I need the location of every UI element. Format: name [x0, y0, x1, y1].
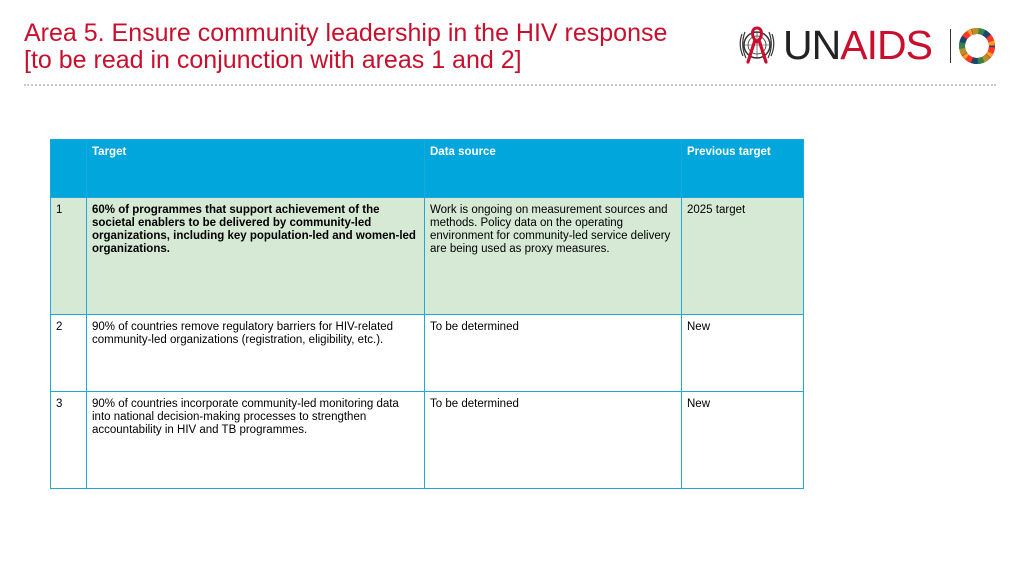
slide-title-line-1: Area 5. Ensure community leadership in the HIV response	[24, 19, 668, 47]
table-header-row	[51, 140, 804, 198]
table-row	[51, 198, 804, 315]
row-previous-target: New	[682, 392, 804, 489]
targets-table	[50, 139, 804, 489]
brand-aids: AIDS	[840, 22, 932, 68]
row-data-source: To be determined	[425, 392, 682, 489]
row-target: 90% of countries remove regulatory barriers for HIV-related community-led organizations (registration, eligibility, etc.).	[87, 315, 425, 392]
row-number: 2	[51, 315, 87, 392]
slide-title	[24, 20, 704, 74]
logo-separator	[950, 29, 951, 63]
table-row	[51, 315, 804, 392]
un-emblem-ribbon-icon	[735, 24, 779, 66]
row-data-source: Work is ongoing on measurement sources and methods. Policy data on the operating environment for community-led service delivery are being used as proxy measures.	[425, 198, 682, 315]
brand-un: UN	[783, 22, 841, 68]
row-target: 90% of countries incorporate community-led monitoring data into national decision-making processes to strengthen accountability in HIV and TB programmes.	[87, 392, 425, 489]
header-number	[51, 140, 87, 198]
row-number: 1	[51, 198, 87, 315]
table-row	[51, 392, 804, 489]
slide-title-line-2: [to be read in conjunction with areas 1 and 2]	[24, 46, 522, 74]
row-data-source: To be determined	[425, 315, 682, 392]
row-number: 3	[51, 392, 87, 489]
row-target: 60% of programmes that support achievement of the societal enablers to be delivered by community-led organizations, including key population-led and women-led organizations.	[87, 198, 425, 315]
title-divider	[24, 84, 996, 86]
unaids-logo	[735, 24, 997, 66]
header-target: Target	[87, 140, 425, 198]
sdg-wheel-icon	[959, 28, 995, 64]
row-previous-target: 2025 target	[682, 198, 804, 315]
row-previous-target: New	[682, 315, 804, 392]
header-previous-target: Previous target	[682, 140, 804, 198]
unaids-wordmark	[783, 21, 932, 69]
header-data-source: Data source	[425, 140, 682, 198]
